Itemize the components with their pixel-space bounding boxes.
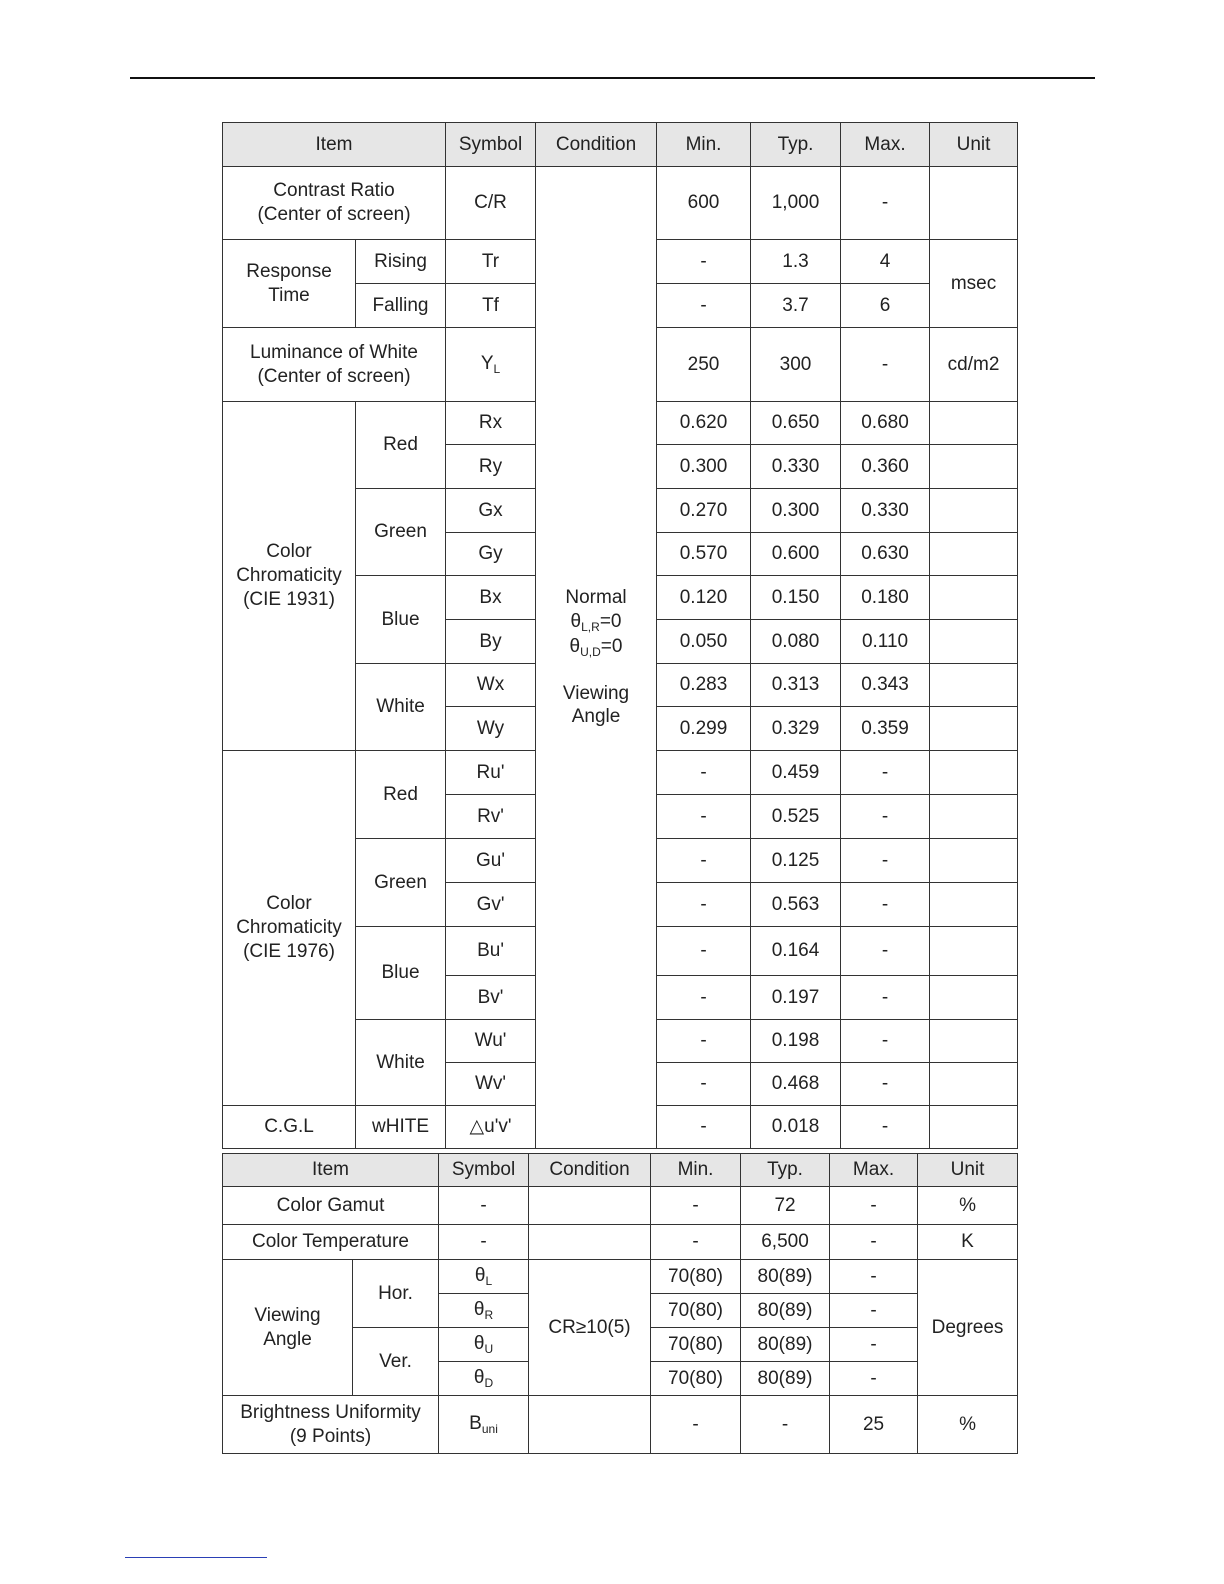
color-blue: Blue <box>356 927 446 1020</box>
max-cell: 0.110 <box>841 620 930 664</box>
item-line: Response <box>246 260 332 282</box>
header-typ: Typ. <box>741 1154 830 1187</box>
header-item: Item <box>223 123 446 167</box>
typ-cell: 1.3 <box>751 240 841 284</box>
typ-cell: 72 <box>741 1187 830 1225</box>
min-cell: 70(80) <box>651 1260 741 1294</box>
condition-gap <box>536 660 656 682</box>
max-cell: 0.630 <box>841 533 930 576</box>
min-cell: 0.050 <box>657 620 751 664</box>
color-white: White <box>356 1020 446 1106</box>
typ-cell: 0.329 <box>751 707 841 751</box>
typ-cell: 0.150 <box>751 576 841 620</box>
symbol-cell: C/R <box>446 167 536 240</box>
unit-cell <box>930 927 1018 976</box>
color-red: Red <box>356 402 446 489</box>
symbol-main: θ <box>474 1265 486 1286</box>
max-cell: - <box>841 1063 930 1106</box>
unit-cell: % <box>918 1187 1018 1225</box>
symbol-cell: Wy <box>446 707 536 751</box>
min-cell: - <box>657 284 751 328</box>
item-contrast-ratio <box>223 167 446 240</box>
typ-cell: 0.563 <box>751 883 841 927</box>
max-cell: - <box>841 751 930 795</box>
typ-cell: 3.7 <box>751 284 841 328</box>
symbol-cell <box>439 1396 529 1454</box>
item-line: Chromaticity <box>236 565 342 587</box>
max-cell: - <box>841 795 930 839</box>
max-cell: - <box>830 1362 918 1396</box>
max-cell: 0.359 <box>841 707 930 751</box>
table-header-row <box>223 1154 1018 1187</box>
symbol-cell <box>439 1362 529 1396</box>
max-cell: - <box>841 839 930 883</box>
unit-cell <box>930 1063 1018 1106</box>
item-line: (Center of screen) <box>257 365 411 387</box>
min-cell: 0.120 <box>657 576 751 620</box>
header-rule <box>130 77 1095 79</box>
condition-cell <box>529 1225 651 1260</box>
unit-cell <box>930 883 1018 927</box>
header-min: Min. <box>657 123 751 167</box>
min-cell: - <box>651 1396 741 1454</box>
symbol-main: Y <box>480 353 494 374</box>
item-line: Chromaticity <box>236 917 342 939</box>
footer-rule <box>125 1557 267 1558</box>
item-brightness-uniformity <box>223 1396 439 1454</box>
item-line: Contrast Ratio <box>273 180 395 202</box>
color-green: Green <box>356 839 446 927</box>
typ-cell: 0.125 <box>751 839 841 883</box>
header-condition: Condition <box>529 1154 651 1187</box>
unit-cell <box>930 402 1018 445</box>
symbol-cell: Tr <box>446 240 536 284</box>
table-row <box>223 1187 1018 1225</box>
item-line: (CIE 1976) <box>243 940 335 962</box>
unit-cell <box>930 1106 1018 1149</box>
max-cell: - <box>841 883 930 927</box>
item-line: Color <box>266 541 312 563</box>
typ-cell: 0.080 <box>751 620 841 664</box>
symbol-cell: - <box>439 1225 529 1260</box>
min-cell: - <box>657 1063 751 1106</box>
min-cell: 0.620 <box>657 402 751 445</box>
item-response-time <box>223 240 356 328</box>
typ-cell: 80(89) <box>741 1328 830 1362</box>
min-cell: 0.300 <box>657 445 751 489</box>
symbol-main: θ <box>473 1367 485 1388</box>
item-viewing-angle <box>223 1260 353 1396</box>
typ-cell: 0.018 <box>751 1106 841 1149</box>
symbol-cell <box>439 1294 529 1328</box>
unit-cell <box>930 1020 1018 1063</box>
symbol-subscript: L <box>485 1274 493 1288</box>
table-row <box>223 1396 1018 1454</box>
symbol-cell <box>446 328 536 402</box>
symbol-cell: Gu' <box>446 839 536 883</box>
sub-item-cell: wHITE <box>356 1106 446 1149</box>
item-color-temperature: Color Temperature <box>223 1225 439 1260</box>
typ-cell: 0.459 <box>751 751 841 795</box>
condition-theta-ud: $\theta_{U,D}=0$ <box>569 635 623 659</box>
item-line: (CIE 1931) <box>243 588 335 610</box>
condition-line: Normal <box>565 586 627 608</box>
typ-cell: 80(89) <box>741 1260 830 1294</box>
min-cell: - <box>651 1225 741 1260</box>
symbol-cell: △u'v' <box>446 1106 536 1149</box>
condition-normal-viewing <box>536 167 657 1149</box>
unit-cell <box>930 445 1018 489</box>
unit-cell <box>930 620 1018 664</box>
min-cell: - <box>657 976 751 1020</box>
typ-cell: 0.300 <box>751 489 841 533</box>
item-color-gamut: Color Gamut <box>223 1187 439 1225</box>
condition-line: Viewing <box>562 682 630 704</box>
max-cell: - <box>830 1187 918 1225</box>
color-blue: Blue <box>356 576 446 664</box>
optical-spec-table-2 <box>222 1153 1018 1454</box>
item-line: Brightness Uniformity <box>240 1401 421 1423</box>
max-cell: - <box>830 1260 918 1294</box>
min-cell: 600 <box>657 167 751 240</box>
color-green: Green <box>356 489 446 576</box>
symbol-cell: By <box>446 620 536 664</box>
max-cell: - <box>830 1225 918 1260</box>
symbol-cell: Bu' <box>446 927 536 976</box>
item-line: (Center of screen) <box>257 204 411 225</box>
symbol-cell: Rx <box>446 402 536 445</box>
table-header-row <box>223 123 1018 167</box>
typ-cell: 0.600 <box>751 533 841 576</box>
header-max: Max. <box>841 123 930 167</box>
condition-line: Angle <box>571 706 621 728</box>
item-color-chromaticity-1931 <box>223 402 356 751</box>
min-cell: 250 <box>657 328 751 402</box>
unit-cell: cd/m2 <box>930 328 1018 402</box>
symbol-cell: - <box>439 1187 529 1225</box>
unit-cell <box>930 751 1018 795</box>
symbol-cell: Wv' <box>446 1063 536 1106</box>
max-cell: - <box>830 1328 918 1362</box>
unit-cell: Degrees <box>918 1260 1018 1396</box>
sub-item-cell: Rising <box>356 240 446 284</box>
symbol-subscript: uni <box>481 1422 498 1436</box>
sub-item-vertical: Ver. <box>353 1328 439 1396</box>
typ-cell: 0.525 <box>751 795 841 839</box>
item-line: Viewing <box>254 1304 321 1326</box>
max-cell: - <box>841 1020 930 1063</box>
unit-cell <box>930 576 1018 620</box>
item-line: Time <box>268 284 310 306</box>
typ-cell: 0.468 <box>751 1063 841 1106</box>
typ-cell: 300 <box>751 328 841 402</box>
min-cell: - <box>657 1020 751 1063</box>
header-min: Min. <box>651 1154 741 1187</box>
max-cell: 0.680 <box>841 402 930 445</box>
max-cell: - <box>841 976 930 1020</box>
header-max: Max. <box>830 1154 918 1187</box>
header-condition: Condition <box>536 123 657 167</box>
max-cell: - <box>841 167 930 240</box>
unit-cell <box>930 664 1018 707</box>
typ-cell: 0.164 <box>751 927 841 976</box>
symbol-main: θ <box>473 1299 485 1320</box>
color-red: Red <box>356 751 446 839</box>
max-cell: 0.360 <box>841 445 930 489</box>
header-item: Item <box>223 1154 439 1187</box>
item-line: Luminance of White <box>250 341 418 363</box>
min-cell: 0.270 <box>657 489 751 533</box>
condition-cr: CR≥10(5) <box>529 1260 651 1396</box>
sub-item-horizontal: Hor. <box>353 1260 439 1328</box>
table-row <box>223 1225 1018 1260</box>
min-cell: - <box>657 795 751 839</box>
symbol-cell: Rv' <box>446 795 536 839</box>
unit-cell <box>930 976 1018 1020</box>
header-unit: Unit <box>918 1154 1018 1187</box>
typ-cell: 0.313 <box>751 664 841 707</box>
unit-cell <box>930 839 1018 883</box>
min-cell: - <box>657 240 751 284</box>
symbol-main: θ <box>473 1333 485 1354</box>
typ-cell: 1,000 <box>751 167 841 240</box>
symbol-cell <box>439 1260 529 1294</box>
unit-cell <box>930 707 1018 751</box>
symbol-cell: Gy <box>446 533 536 576</box>
symbol-cell: Ru' <box>446 751 536 795</box>
symbol-cell: Tf <box>446 284 536 328</box>
max-cell: - <box>841 927 930 976</box>
sub-item-cell: Falling <box>356 284 446 328</box>
symbol-cell: Ry <box>446 445 536 489</box>
unit-cell: K <box>918 1225 1018 1260</box>
max-cell: - <box>830 1294 918 1328</box>
min-cell: 0.570 <box>657 533 751 576</box>
symbol-cell: Wx <box>446 664 536 707</box>
header-symbol: Symbol <box>446 123 536 167</box>
unit-cell <box>930 795 1018 839</box>
condition-cell <box>529 1187 651 1225</box>
typ-cell: 0.197 <box>751 976 841 1020</box>
symbol-subscript: U <box>484 1342 494 1356</box>
color-white: White <box>356 664 446 751</box>
max-cell: 4 <box>841 240 930 284</box>
symbol-cell: Bv' <box>446 976 536 1020</box>
min-cell: - <box>657 883 751 927</box>
symbol-main: B <box>469 1413 482 1434</box>
item-cgl: C.G.L <box>223 1106 356 1149</box>
unit-cell <box>930 167 1018 240</box>
symbol-subscript: R <box>484 1308 494 1322</box>
typ-cell: 0.330 <box>751 445 841 489</box>
min-cell: - <box>657 1106 751 1149</box>
unit-cell: % <box>918 1396 1018 1454</box>
min-cell: 70(80) <box>651 1362 741 1396</box>
header-symbol: Symbol <box>439 1154 529 1187</box>
item-line: Angle <box>263 1328 312 1350</box>
unit-cell: msec <box>930 240 1018 328</box>
typ-cell: 80(89) <box>741 1362 830 1396</box>
min-cell: 70(80) <box>651 1328 741 1362</box>
item-color-chromaticity-1976 <box>223 751 356 1106</box>
symbol-cell <box>439 1328 529 1362</box>
header-typ: Typ. <box>751 123 841 167</box>
typ-cell: 80(89) <box>741 1294 830 1328</box>
symbol-cell: Gv' <box>446 883 536 927</box>
item-line: (9 Points) <box>289 1425 372 1447</box>
symbol-cell: Wu' <box>446 1020 536 1063</box>
unit-cell <box>930 533 1018 576</box>
typ-cell: 0.198 <box>751 1020 841 1063</box>
table-row <box>223 1260 1018 1294</box>
min-cell: 0.299 <box>657 707 751 751</box>
symbol-cell: Gx <box>446 489 536 533</box>
unit-cell <box>930 489 1018 533</box>
max-cell: 6 <box>841 284 930 328</box>
max-cell: 0.343 <box>841 664 930 707</box>
item-line: Color <box>266 893 312 915</box>
min-cell: - <box>657 751 751 795</box>
min-cell: - <box>657 839 751 883</box>
optical-spec-table <box>222 122 1018 1149</box>
condition-cell <box>529 1396 651 1454</box>
max-cell: 0.180 <box>841 576 930 620</box>
min-cell: - <box>657 927 751 976</box>
typ-cell: 0.650 <box>751 402 841 445</box>
max-cell: 0.330 <box>841 489 930 533</box>
max-cell: - <box>841 328 930 402</box>
condition-theta-lr: $\theta_{L,R}=0$ <box>570 610 622 634</box>
item-luminance-white <box>223 328 446 402</box>
min-cell: 0.283 <box>657 664 751 707</box>
symbol-cell: Bx <box>446 576 536 620</box>
table-row <box>223 167 1018 240</box>
typ-cell: - <box>741 1396 830 1454</box>
typ-cell: 6,500 <box>741 1225 830 1260</box>
min-cell: - <box>651 1187 741 1225</box>
symbol-subscript: D <box>484 1376 494 1390</box>
header-unit: Unit <box>930 123 1018 167</box>
max-cell: - <box>841 1106 930 1149</box>
symbol-subscript: L <box>493 362 501 376</box>
max-cell: 25 <box>830 1396 918 1454</box>
min-cell: 70(80) <box>651 1294 741 1328</box>
